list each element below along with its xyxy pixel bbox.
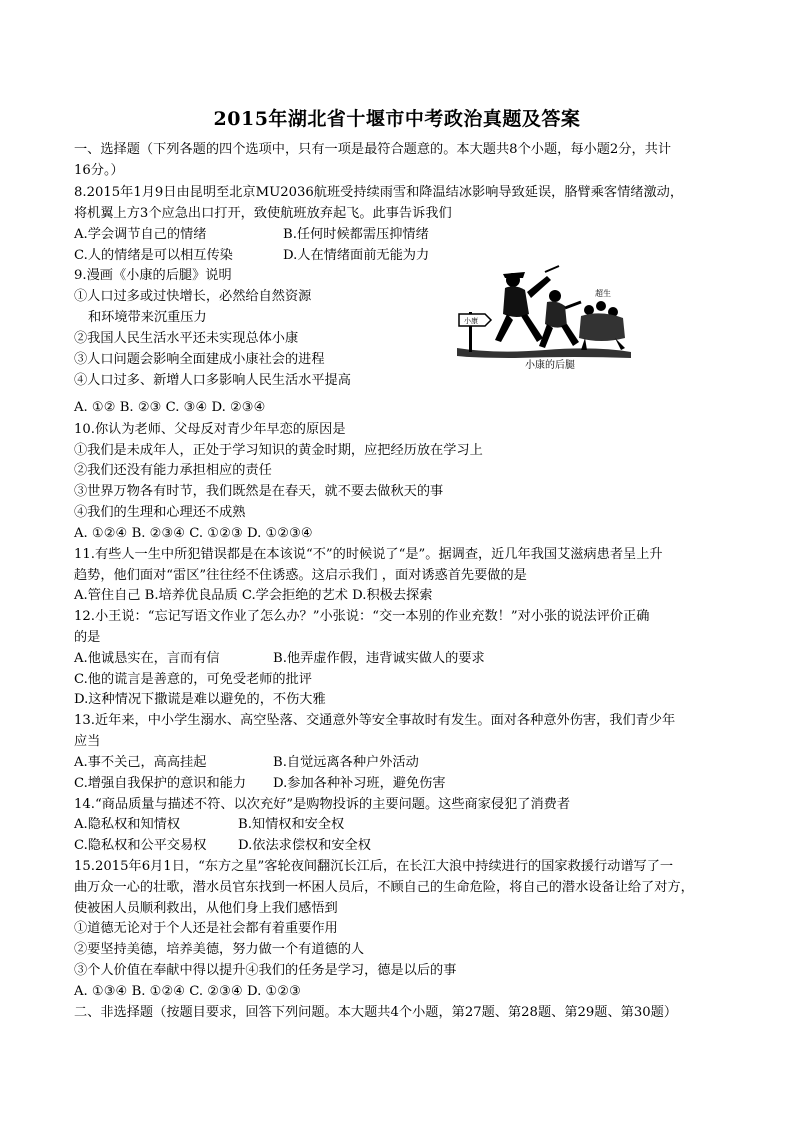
section1-heading: 一、选择题（下列各题的四个选项中，只有一项是最符合题意的。本大题共8个小题，每小题2分，共计 [74, 142, 672, 157]
q14-stem: 14.“商品质量与描述不符、以次充好”是购物投诉的主要问题。这些商家侵犯了消费者 [74, 797, 571, 812]
q8-option-b: B.任何时候都需压抑情绪 [283, 227, 429, 242]
q8-options-row1 [74, 225, 429, 245]
q15-stem-cont-1: 曲万众一心的壮歌，潜水员官东找到一杯困人员后，不顾自己的生命危险，将自己的潜水设备让给了对方， [74, 880, 694, 895]
section2-heading: 二、非选择题（按题目要求，回答下列问题。本大题共4个小题，第27题、第28题、第29题、第30题） [74, 1005, 678, 1020]
q13-option-c: C.增强自我保护的意识和能力 [74, 776, 247, 791]
q12-option-b: B.他弄虚作假，违背诚实做人的要求 [273, 651, 485, 666]
q9-statement-1-cont: 和环境带来沉重压力 [88, 310, 207, 325]
q14-options-row1 [74, 815, 344, 835]
q13-stem-cont: 应当 [74, 734, 101, 749]
q15-statement-2: ②要坚持美德，培养美德，努力做一个有道德的人 [74, 942, 365, 957]
q10-options: A. ①②④ B. ②③④ C. ①②③ D. ①②③④ [74, 526, 313, 541]
q8-option-d: D.人在情绪面前无能为力 [283, 248, 430, 263]
q8-options-row2 [74, 246, 429, 266]
q14-options-row2 [74, 836, 371, 856]
q14-option-d: D.依法求偿权和安全权 [238, 838, 371, 853]
cartoon-caption: 小康的后腿 [525, 360, 575, 371]
q10-statement-4: ④我们的生理和心理还不成熟 [74, 505, 246, 520]
q9-statement-1: ①人口过多或过快增长，必然给自然资源 [74, 289, 312, 304]
q13-stem: 13.近年来，中小学生溺水、高空坠落、交通意外等安全事故时有发生。面对各种意外伤害，我们青少年 [74, 713, 676, 728]
q15-stem: 15.2015年6月1日，“东方之星”客轮夜间翻沉长江后，在长江大浪中持续进行的国家救援行动谱写了一 [74, 859, 674, 874]
q10-statement-1: ①我们是未成年人，正处于学习知识的黄金时期，应把经历放在学习上 [74, 443, 483, 458]
q14-option-a: A.隐私权和知情权 [74, 817, 181, 832]
q12-stem: 12.小王说：“忘记写语文作业了怎么办？”小张说：“交一本别的作业充数！”对小张的说法评价正确 [74, 609, 650, 624]
q10-statement-3: ③世界万物各有时节，我们既然是在春天，就不要去做秋天的事 [74, 484, 444, 499]
q8-stem-cont: 将机翼上方3个应急出口打开，致使航班放弃起飞。此事告诉我们 [74, 206, 452, 221]
q15-stem-cont-2: 使被困人员顺利救出，从他们身上我们感悟到 [74, 901, 338, 916]
q9-options: A. ①② B. ②③ C. ③④ D. ②③④ [74, 400, 266, 415]
q13-option-d: D.参加各种补习班，避免伤害 [273, 776, 446, 791]
q8-option-c: C.人的情绪是可以相互传染 [74, 248, 233, 263]
q8-stem: 8.2015年1月9日由昆明至北京MU2036航班受持续雨雪和降温结冰影响导致延误，胳臂乘客情绪激动， [74, 185, 684, 200]
q13-option-a: A.事不关己，高高挂起 [74, 755, 207, 770]
q13-option-b: B.自觉远离各种户外活动 [273, 755, 419, 770]
q10-statement-2: ②我们还没有能力承担相应的责任 [74, 463, 272, 478]
q9-statement-2: ②我国人民生活水平还未实现总体小康 [74, 331, 299, 346]
q12-options-row1 [74, 649, 485, 669]
q11-options: A.管住自己 B.培养优良品质 C.学会拒绝的艺术 D.积极去探索 [74, 588, 433, 603]
page-title: 2015年湖北省十堰市中考政治真题及答案 [213, 108, 581, 130]
q9-statement-4: ④人口过多、新增人口多影响人民生活水平提高 [74, 373, 351, 388]
q15-options: A. ①③④ B. ①②④ C. ②③④ D. ①②③ [74, 984, 301, 999]
q14-option-b: B.知情权和安全权 [238, 817, 345, 832]
cartoon-tag-label: 超生 [595, 289, 611, 298]
q13-options-row2 [74, 774, 446, 794]
q11-stem-cont: 趋势，他们面对“雷区”往往经不住诱惑。这启示我们 ，面对诱惑首先要做的是 [74, 568, 527, 583]
q13-options-row1 [74, 753, 419, 773]
cartoon-sign-label: 小康 [464, 317, 478, 325]
q15-statement-1: ①道德无论对于个人还是社会都有着重要作用 [74, 921, 338, 936]
q12-option-d: D.这种情况下撒谎是难以避免的，不伤大雅 [74, 692, 326, 707]
section1-heading-cont: 16分。） [74, 163, 124, 178]
q12-option-a: A.他诚恳实在，言而有信 [74, 651, 220, 666]
q12-option-c: C.他的谎言是善意的，可免受老师的批评 [74, 672, 312, 687]
q9-statement-3: ③人口问题会影响全面建成小康社会的进程 [74, 352, 325, 367]
q14-option-c: C.隐私权和公平交易权 [74, 838, 207, 853]
q10-stem: 10.你认为老师、父母反对青少年早恋的原因是 [74, 422, 346, 437]
q15-statement-3-4: ③个人价值在奉献中得以提升④我们的任务是学习，德是以后的事 [74, 963, 457, 978]
q8-option-a: A.学会调节自己的情绪 [74, 227, 207, 242]
q9-stem: 9.漫画《小康的后腿》说明 [74, 268, 232, 283]
q12-stem-cont: 的是 [74, 630, 101, 645]
q11-stem: 11.有些人一生中所犯错误都是在本该说“不”的时候说了“是”。据调查，近几年我国艾滋病患者呈上升 [74, 547, 663, 562]
